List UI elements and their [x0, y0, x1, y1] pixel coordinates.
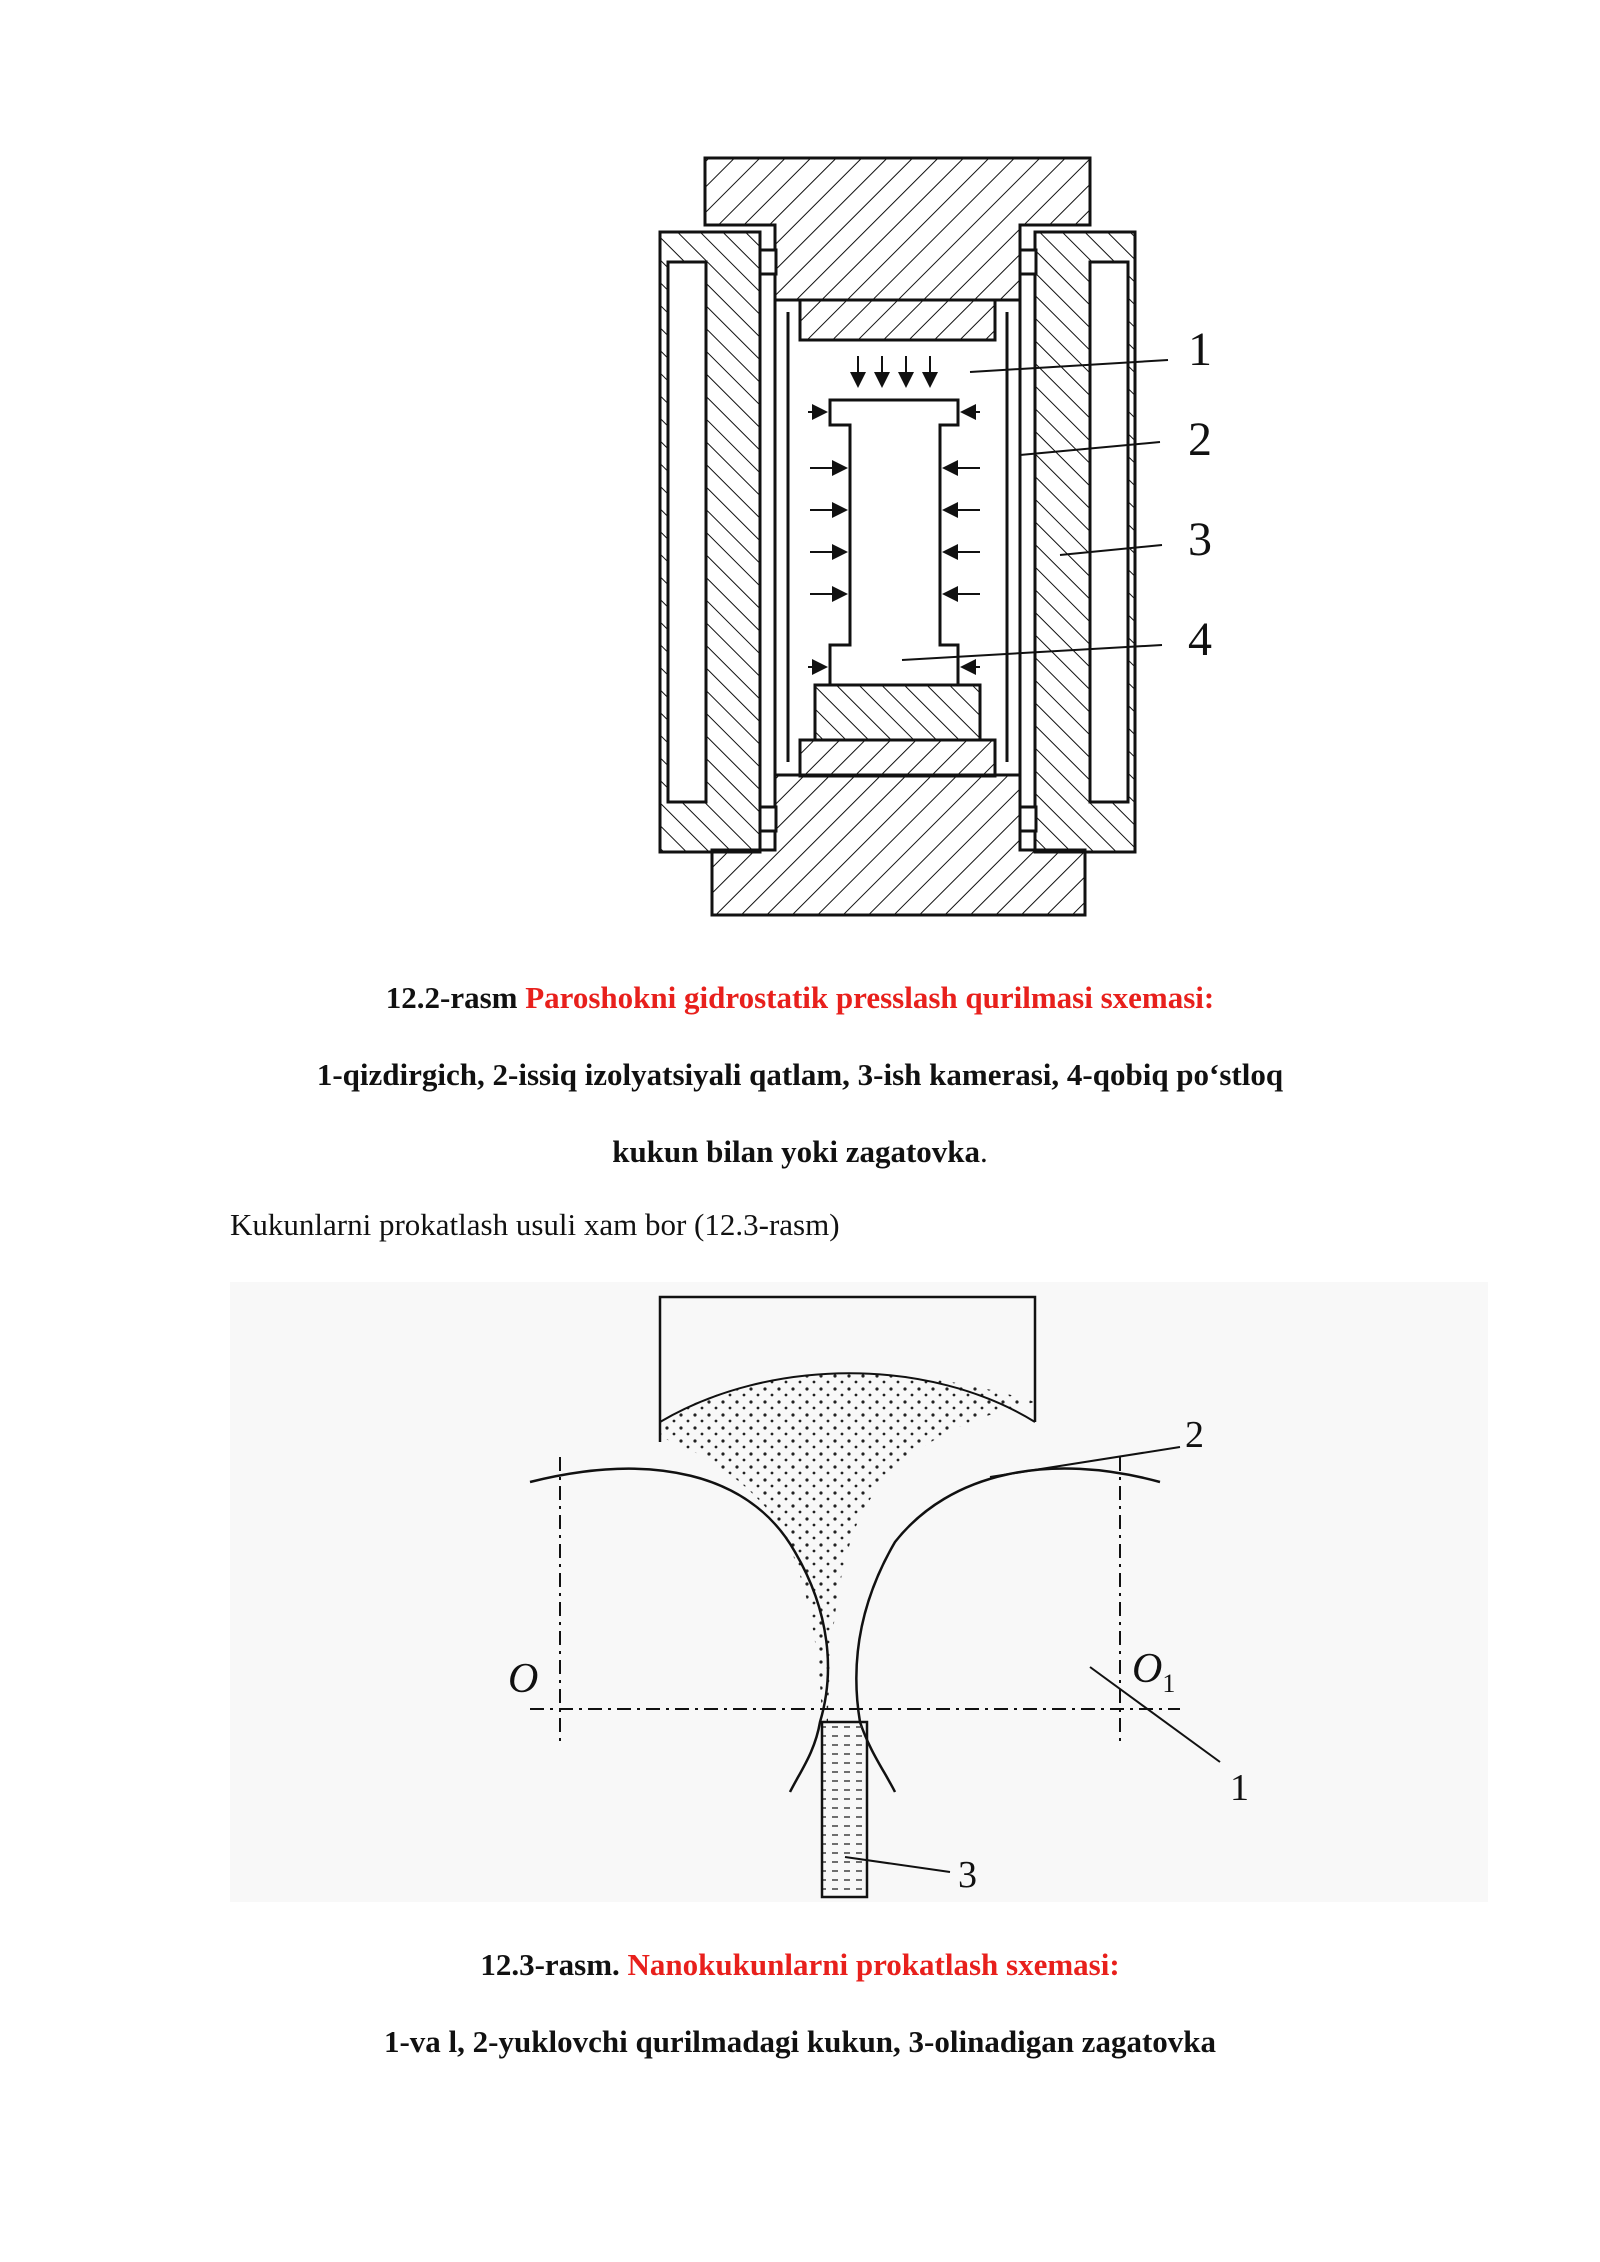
figure1-caption-line1 [0, 978, 1600, 1018]
figure1-caption-line3 [0, 1132, 1600, 1172]
figure1-caption-line2: 1-qizdirgich, 2-issiq izolyatsiyali qatlam, 3-ish kamerasi, 4-qobiq po‘stloq [316, 1057, 1284, 1092]
figure2-title: Nanokukunlarni prokatlash sxemasi: [627, 1947, 1120, 1982]
label-O1-base: O [1132, 1646, 1163, 1692]
label-3: 3 [1188, 513, 1212, 566]
body-paragraph: Kukunlarni prokatlash usuli xam bor (12.3-rasm) [230, 1207, 840, 1242]
figure2-caption-line2: 1-va l, 2-yuklovchi qurilmadagi kukun, 3-olinadigan zagatovka [383, 2024, 1217, 2059]
figure1-caption-line3-text: kukun bilan yoki zagatovka [612, 1134, 981, 1169]
label-2: 2 [1188, 413, 1212, 466]
workpiece [830, 400, 958, 685]
hydrostatic-press-diagram [640, 150, 1240, 930]
label-1: 1 [1188, 323, 1212, 376]
lower-plate [800, 740, 995, 776]
strip [822, 1722, 867, 1897]
label-2: 2 [1185, 1414, 1204, 1456]
label-1: 1 [1230, 1767, 1249, 1809]
upper-plate [800, 300, 995, 340]
label-O: O [508, 1656, 539, 1702]
rolling-scheme-diagram [230, 1282, 1488, 1902]
label-4: 4 [1188, 613, 1212, 666]
bottom-plug [712, 775, 1085, 915]
figure1-caption-line3-end: . [980, 1134, 988, 1169]
support-block [815, 685, 980, 740]
figure1-title: Paroshokni gidrostatik presslash qurilmasi sxemasi: [525, 980, 1215, 1015]
figure2-number: 12.3-rasm. [480, 1947, 628, 1982]
label-3: 3 [958, 1854, 977, 1896]
figure2-caption-line1 [0, 1945, 1600, 1985]
top-plug [705, 158, 1090, 300]
figure1-number: 12.2-rasm [385, 980, 526, 1015]
label-O1-sub: 1 [1162, 1669, 1176, 1698]
